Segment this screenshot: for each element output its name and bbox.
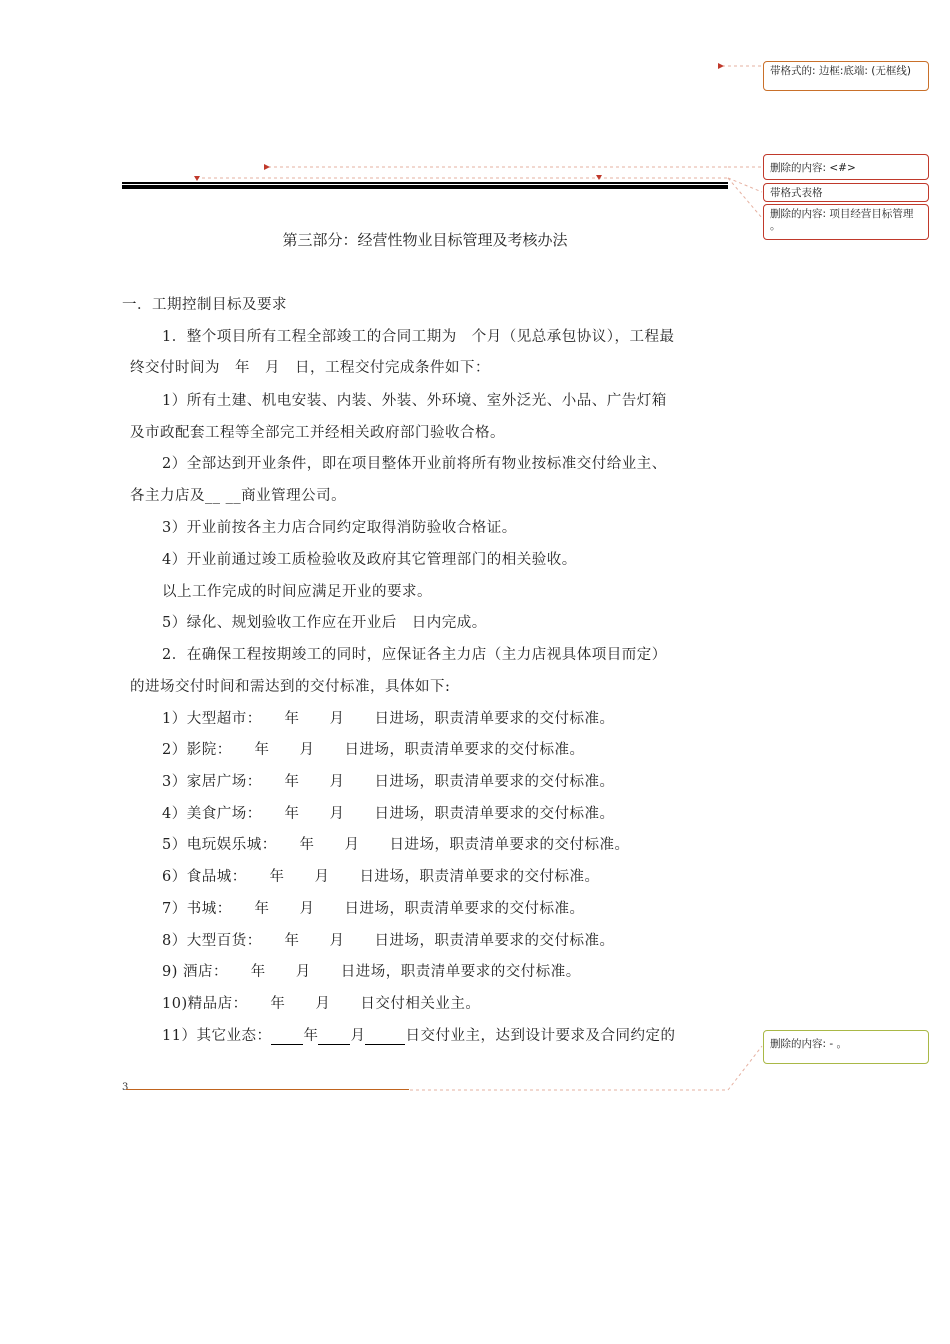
document-title: 第三部分：经营性物业目标管理及考核办法 [282,231,568,249]
balloon-text: 带格式表格 [770,187,823,199]
list-item: 10)精品店： 年 月 日交付相关业主。 [162,996,481,1012]
comment-balloon-deleted-3[interactable] [763,1030,929,1064]
paragraph-line: 的进场交付时间和需达到的交付标准，具体如下: [130,679,451,695]
paragraph-line: 2．在确保工程按期竣工的同时，应保证各主力店（主力店视具体项目而定） [162,647,667,663]
paragraph-line: 1．整个项目所有工程全部竣工的合同工期为 个月（见总承包协议），工程最 [162,329,675,345]
list-item: 3）家居广场： 年 月 日进场，职责清单要求的交付标准。 [162,774,615,790]
list-item: 4）美食广场： 年 月 日进场，职责清单要求的交付标准。 [162,806,615,822]
revision-marker [194,176,200,181]
list-item-prefix: 11）其它业态： [162,1028,272,1044]
paragraph-line: 及市政配套工程等全部完工并经相关政府部门验收合格。 [130,425,505,441]
blank-underline [365,1030,405,1045]
paragraph-line: 1）所有土建、机电安装、内装、外装、外环境、室外泛光、小品、广告灯箱 [162,393,667,409]
list-item: 8）大型百货： 年 月 日进场，职责清单要求的交付标准。 [162,933,615,949]
list-item: 6）食品城： 年 月 日进场，职责清单要求的交付标准。 [162,869,600,885]
balloon-text: 删除的内容: <#> [770,162,856,174]
list-item: 5）电玩娱乐城： 年 月 日进场，职责清单要求的交付标准。 [162,837,630,853]
paragraph-line: 5）绿化、规划验收工作应在开业后 日内完成。 [162,615,487,631]
balloon-text: 删除的内容: 项目经营目标管理 。 [770,208,914,232]
paragraph-line: 各主力店及__ __商业管理公司。 [130,488,347,504]
page-number: 3 [122,1082,129,1093]
paragraph-line: 3）开业前按各主力店合同约定取得消防验收合格证。 [162,520,517,536]
list-item: 1）大型超市： 年 月 日进场，职责清单要求的交付标准。 [162,711,615,727]
section-heading: 一．工期控制目标及要求 [122,297,287,313]
footer-rule [126,1089,409,1090]
list-item: 2）影院： 年 月 日进场，职责清单要求的交付标准。 [162,742,585,758]
comment-balloon-format-border[interactable] [763,61,929,91]
list-item: 7）书城： 年 月 日进场，职责清单要求的交付标准。 [162,901,585,917]
balloon-text: 删除的内容: - 。 [770,1038,848,1050]
list-item-last [162,1024,675,1045]
list-item-suffix: 日交付业主，达到设计要求及合同约定的 [405,1028,676,1044]
paragraph-line: 终交付时间为 年 月 日，工程交付完成条件如下： [130,360,490,376]
blank-underline [271,1030,303,1045]
blank-underline [318,1030,350,1045]
comment-balloon-deleted-2[interactable] [763,204,929,240]
header-double-rule [122,182,728,189]
comment-balloon-deleted-1[interactable] [763,154,929,180]
paragraph-line: 以上工作完成的时间应满足开业的要求。 [162,584,432,600]
year-label: 年 [303,1028,319,1044]
list-item: 9) 酒店： 年 月 日进场，职责清单要求的交付标准。 [162,964,581,980]
comment-balloon-table-format[interactable] [763,183,929,202]
balloon-text: 带格式的: 边框:底端: (无框线) [770,65,911,77]
paragraph-line: 2）全部达到开业条件，即在项目整体开业前将所有物业按标准交付给业主、 [162,456,667,472]
paragraph-line: 4）开业前通过竣工质检验收及政府其它管理部门的相关验收。 [162,552,577,568]
revision-marker [596,175,602,180]
month-label: 月 [350,1028,366,1044]
